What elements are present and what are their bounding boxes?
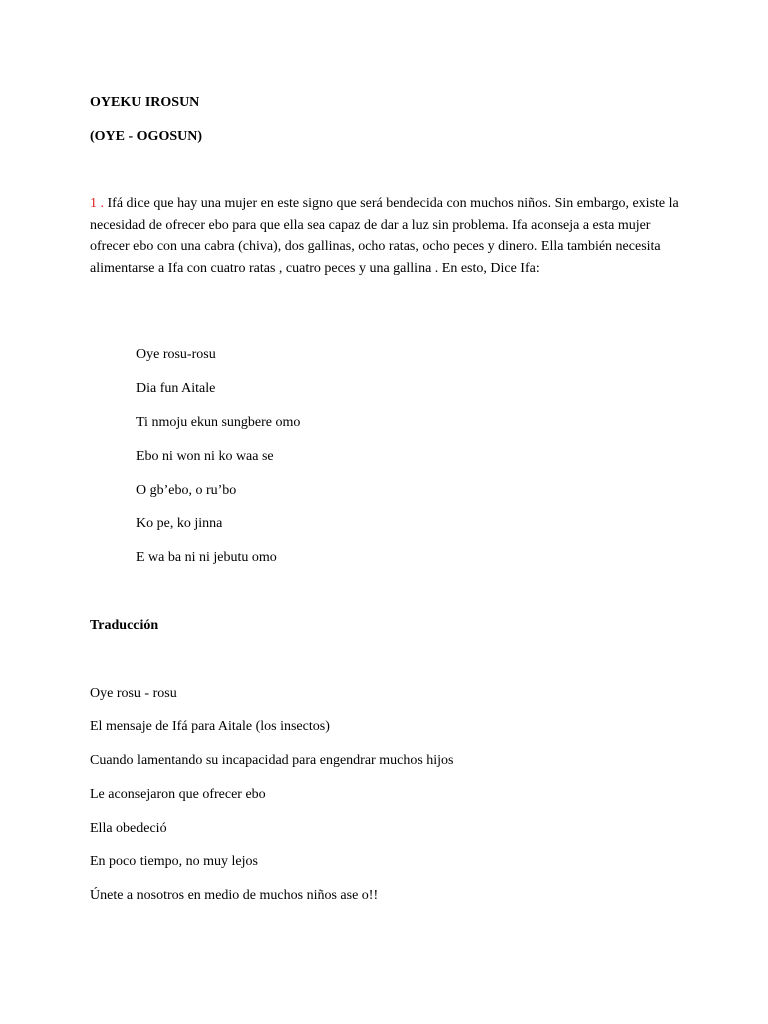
translation-line: Oye rosu - rosu — [90, 686, 177, 701]
verse-line: Ti nmoju ekun sungbere omo — [136, 415, 301, 430]
translation-line: El mensaje de Ifá para Aitale (los insectos) — [90, 719, 330, 734]
translation-line: En poco tiempo, no muy lejos — [90, 854, 258, 869]
translation-heading: Traducción — [90, 618, 159, 633]
translation-line: Le aconsejaron que ofrecer ebo — [90, 787, 266, 802]
document-subtitle: (OYE - OGOSUN) — [90, 129, 202, 144]
verse-line: Dia fun Aitale — [136, 381, 216, 396]
intro-paragraph — [90, 193, 680, 279]
verse-line: Ko pe, ko jinna — [136, 516, 223, 531]
verse-line: O gb’ebo, o ru’bo — [136, 483, 237, 498]
verse-line: E wa ba ni ni jebutu omo — [136, 550, 277, 565]
translation-line: Únete a nosotros en medio de muchos niños ase o!! — [90, 888, 379, 903]
verse-line: Ebo ni won ni ko waa se — [136, 449, 274, 464]
verse-line: Oye rosu-rosu — [136, 347, 216, 362]
translation-line: Ella obedeció — [90, 821, 167, 836]
intro-text: Ifá dice que hay una mujer en este signo que será bendecida con muchos niños. Sin embargo, existe la necesidad de ofrecer ebo para que ella sea capaz de dar a luz sin problema. Ifa aconseja a esta mujer ofrecer ebo con una cabra (chiva), dos gallinas, ocho ratas, ocho peces y dinero. Ella también necesita alimentarse a Ifa con cuatro ratas , cuatro peces y una gallina . En esto, Dice Ifa: — [90, 196, 679, 276]
paragraph-number: 1 . — [90, 196, 104, 211]
translation-line: Cuando lamentando su incapacidad para engendrar muchos hijos — [90, 753, 454, 768]
document-title: OYEKU IROSUN — [90, 95, 200, 110]
